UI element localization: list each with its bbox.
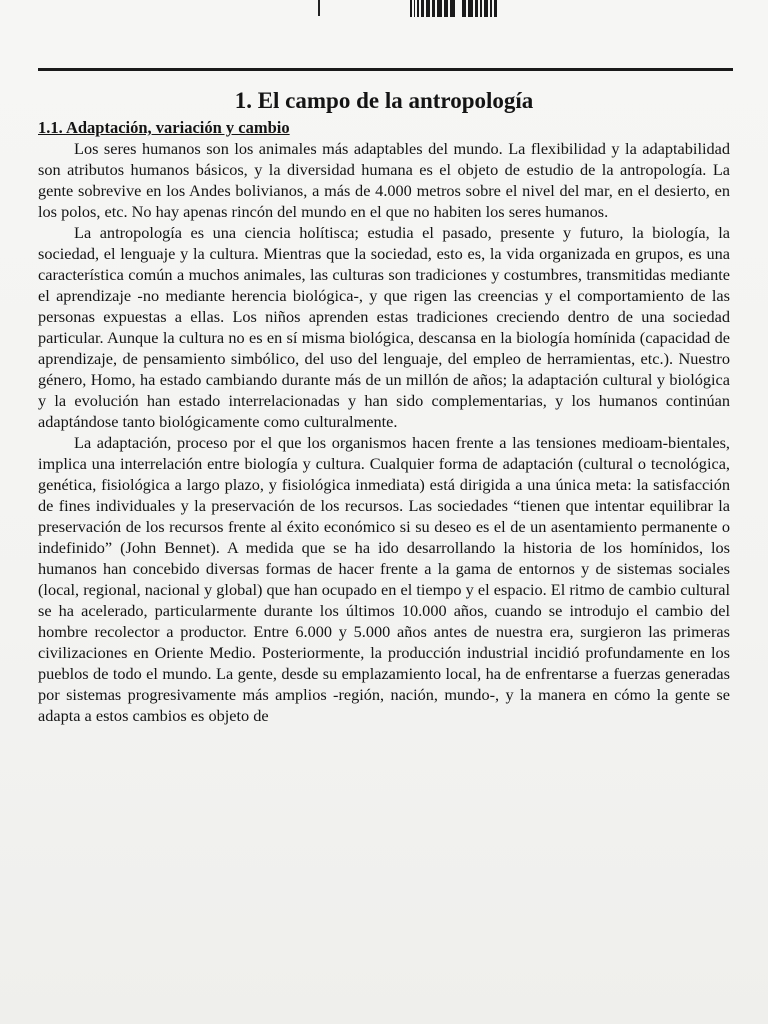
barcode-strip — [410, 0, 528, 17]
paragraph: La antropología es una ciencia holítisca; estudia el pasado, presente y futuro, la biología, la sociedad, el lenguaje y la cultura. Mientras que la sociedad, esto es, la vida organizada en grupos, es una característica común a muchos animales, las culturas son tradiciones y costumbres, transmitidas mediante el aprendizaje -no mediante herencia biológica-, y que rigen las creencias y el comportamiento de las personas expuestas a ellas. Los niños aprenden estas tradiciones creciendo dentro de una sociedad particular. Aunque la cultura no es en sí misma biológica, descansa en la biología homínida (capacidad de aprendizaje, de pensamiento simbólico, del uso del lenguaje, del empleo de herramientas, etc.). Nuestro género, Homo, ha estado cambiando durante más de un millón de años; la adaptación cultural y biológica y la evolución han estado interrelacionadas y han sido complementarias, y los humanos continúan adaptándose tanto biológicamente como culturalmente. — [38, 223, 730, 431]
document-body — [38, 86, 730, 726]
paragraph: Los seres humanos son los animales más adaptables del mundo. La flexibilidad y la adaptabilidad son atributos humanos básicos, y la diversidad humana es el objeto de estudio de la antropología. La gente sobrevive en los Andes bolivianos, a más de 4.000 metros sobre el nivel del mar, en el desierto, en los polos, etc. No hay apenas rincón del mundo en el que no habiten los seres humanos. — [38, 139, 730, 221]
section-heading: 1.1. Adaptación, variación y cambio — [38, 118, 290, 137]
scan-mark — [318, 0, 320, 16]
paragraph: La adaptación, proceso por el que los organismos hacen frente a las tensiones medioam-bientales, implica una interrelación entre biología y cultura. Cualquier forma de adaptación (cultural o tecnológica, genética, fisiológica a largo plazo, y fisiológica inmediata) está dirigida a una única meta: la satisfacción de fines individuales y la preservación de los recursos. Las sociedades “tienen que intentar equilibrar la preservación de los recursos frente al éxito económico si su deseo es el de un asentamiento permanente o indefinido” (John Bennet). A medida que se ha ido desarrollando la historia de los homínidos, los humanos han concebido diversas formas de hacer frente a la gama de entornos y de sistemas sociales (local, regional, nacional y global) que han ocupado en el tiempo y el espacio. El ritmo de cambio cultural se ha acelerado, particularmente durante los últimos 10.000 años, cuando se introdujo el cambio del hombre recolector a productor. Entre 6.000 y 5.000 años antes de nuestra era, surgieron las primeras civilizaciones en Oriente Medio. Posteriormente, la producción industrial incidió profundamente en los pueblos de todo el mundo. La gente, desde su emplazamiento local, ha de enfrentarse a fuerzas generadas por sistemas progresivamente más amplios -región, nación, mundo-, y la manera en cómo la gente se adapta a estos cambios es objeto de — [38, 433, 730, 725]
header-rule — [38, 68, 733, 71]
page-title: 1. El campo de la antropología — [234, 88, 534, 113]
